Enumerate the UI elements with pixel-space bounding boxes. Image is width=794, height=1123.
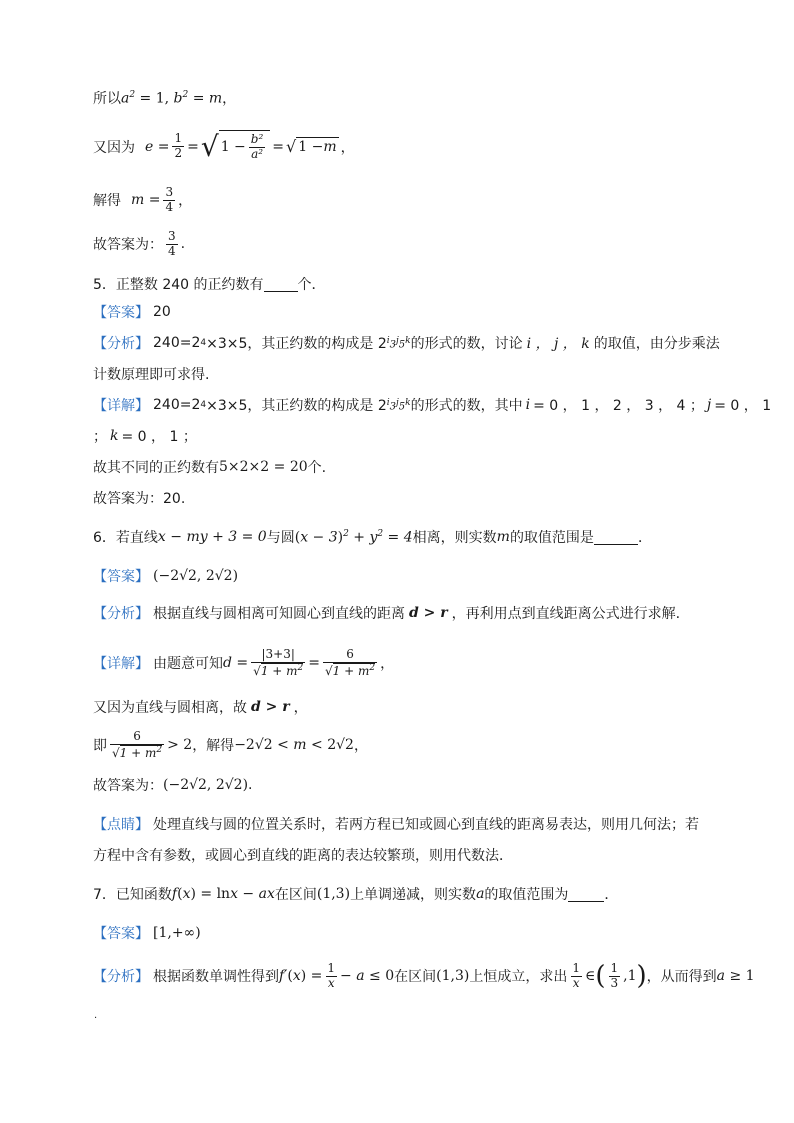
- question-6: [93, 527, 652, 547]
- detail-6-line-2: [93, 697, 308, 717]
- text: 由题意可知: [153, 656, 223, 673]
- text: 故答案为：: [93, 778, 163, 794]
- text: = 0 ， 1 ；: [121, 429, 197, 445]
- answer-tag: 【答案】: [93, 569, 149, 585]
- answer-blank: [594, 530, 638, 545]
- detail-6: [93, 648, 394, 679]
- text: 解得: [93, 193, 121, 210]
- formula: > 2: [167, 737, 193, 754]
- var: j: [706, 397, 712, 413]
- text: 20: [153, 304, 171, 320]
- text: 240=2: [153, 335, 201, 351]
- detail-5-line-3: [93, 457, 326, 477]
- formula: $(x - 3)^2 + y^2 = 4$: [294, 528, 413, 546]
- sqrt: √ 1 − $\frac{\text{b²}}{\text{a²}}$: [201, 130, 270, 163]
- text: ，从而得到: [646, 969, 717, 986]
- formula: (1,3): [316, 886, 351, 902]
- analysis-tag: 【分析】: [93, 336, 149, 352]
- question-5: [93, 274, 326, 294]
- text: 根据直线与圆相离可知圆心到直线的距离: [153, 606, 405, 622]
- text: = 0 ， 1: [714, 398, 772, 414]
- detail-6-line-3: [93, 730, 368, 761]
- text: ，解得: [192, 738, 235, 755]
- analysis-tag: 【分析】: [93, 969, 149, 986]
- formula: $a^2 = 1$, $b^2 = m$: [121, 89, 223, 107]
- formula: ∈: [584, 968, 596, 985]
- text: 在区间: [394, 969, 437, 986]
- text: ，: [353, 738, 368, 755]
- fraction: $\frac{1}{3}$: [610, 961, 619, 990]
- formula: [1,+∞): [153, 925, 201, 941]
- text: 处理直线与圆的位置关系时，若两方程已知或圆心到直线的距离易表达，则用几何法；若: [153, 817, 699, 833]
- var: k: [110, 428, 119, 444]
- sqrt: √ 1 − m: [286, 137, 337, 156]
- formula: ,1: [623, 968, 637, 985]
- text: 根据函数单调性得到: [153, 969, 279, 986]
- formula: − a ≤ 0: [340, 968, 395, 985]
- text: 与圆: [266, 530, 295, 546]
- trailing-dot: .: [94, 1010, 98, 1021]
- text: ，: [340, 139, 355, 156]
- line-2: [93, 130, 355, 163]
- text: 计数原理即可求得.: [93, 367, 210, 383]
- formula: (−2√2, 2√2): [153, 568, 239, 584]
- line-1: [93, 88, 236, 108]
- analysis-7: [93, 962, 755, 991]
- fraction: $\frac{6}{√1 + m^2}$: [324, 647, 376, 678]
- question-7: [93, 884, 618, 904]
- text: ．: [604, 887, 619, 903]
- text: ．: [637, 530, 652, 546]
- text: 240=2: [153, 397, 201, 413]
- var: i: [525, 397, 531, 413]
- formula: f(x) = lnx − ax: [171, 886, 275, 902]
- formula: x − my + 3 = 0: [157, 529, 267, 545]
- text: 5．正整数 240 的正约数有: [93, 277, 264, 293]
- formula: $^i$3$^j$5$^k$: [386, 397, 411, 413]
- analysis-5: 【分析】 240=2 4 ×3×5，其正约数的构成是 2 $^i$3$^j$5$^k$ 的形式的数，讨论 i ， j ， k 的取值，由分步乘法: [93, 335, 720, 352]
- text: 上恒成立，求出: [469, 969, 568, 986]
- formula: d > r: [251, 699, 290, 715]
- formula: (−2√2, 2√2): [163, 777, 249, 793]
- text: ，: [380, 656, 395, 673]
- var: m: [496, 529, 510, 545]
- text: 个.: [307, 460, 327, 476]
- text: 的形式的数，其中: [410, 398, 523, 414]
- text: 故答案为：20.: [93, 491, 186, 507]
- text: ，再利用点到直线距离公式进行求解.: [451, 606, 681, 622]
- text: .: [248, 777, 253, 793]
- paren: (: [595, 961, 606, 992]
- detail-6-line-4: [93, 775, 252, 795]
- text: 上单调递减，则实数: [350, 887, 477, 903]
- text: 方程中含有参数，或圆心到直线的距离的表达较繁琐，则用代数法．: [93, 848, 513, 864]
- note-6-line-2: [93, 845, 513, 865]
- detail-5-line-2: [93, 426, 197, 446]
- detail-5: 【详解】 240=2 4 ×3×5，其正约数的构成是 2 $^i$3$^j$5$^k$ 的形式的数，其中 i = 0 ， 1 ， 2 ， 3 ， 4 ； j = 0 ， 1: [93, 397, 772, 414]
- formula: d > r: [409, 605, 448, 621]
- formula: a ≥ 1: [716, 968, 755, 985]
- formula: f′(x) =: [279, 968, 323, 985]
- text: ，: [178, 193, 193, 210]
- text: 个．: [297, 277, 326, 293]
- text: 的形式的数，讨论: [410, 336, 523, 352]
- formula: i ， j ， k: [526, 336, 590, 352]
- text: 在区间: [274, 887, 317, 903]
- fraction: $\frac{1}{x}$: [572, 961, 580, 990]
- text: 的取值，由分步乘法: [593, 336, 720, 352]
- detail-5-line-4: [93, 488, 185, 508]
- text: 相离，则实数: [412, 530, 497, 546]
- formula: $^i$3$^j$5$^k$: [386, 335, 411, 351]
- line-3: [93, 186, 192, 215]
- text: 6．若直线: [93, 530, 158, 546]
- text: 的取值范围是: [509, 530, 594, 546]
- var: a: [476, 886, 485, 902]
- answer-tag: 【答案】: [93, 926, 149, 942]
- answer-7: [93, 923, 201, 943]
- formula: d =: [223, 655, 249, 672]
- answer-blank: [264, 277, 298, 292]
- text: 又因为直线与圆相离，故: [93, 700, 247, 716]
- formula: −2√2 < m < 2√2: [234, 737, 354, 754]
- text: 故其不同的正约数有: [93, 460, 219, 476]
- equals: =: [187, 138, 199, 155]
- text: 又因为: [93, 139, 135, 156]
- formula: (1,3): [436, 968, 470, 985]
- analysis-tag: 【分析】: [93, 606, 149, 622]
- note-6: [93, 814, 699, 834]
- formula: 5×2×2 = 20: [219, 459, 308, 475]
- detail-tag: 【详解】: [93, 398, 149, 414]
- fraction: $\frac{3}{4}$: [165, 185, 174, 214]
- text: 故答案为：: [93, 237, 163, 254]
- formula: m =: [131, 192, 161, 209]
- text: 7．已知函数: [93, 887, 172, 903]
- text: 的取值范围为: [484, 887, 569, 903]
- analysis-5-line-2: [93, 364, 209, 384]
- text: = 0 ， 1 ， 2 ， 3 ， 4 ；: [533, 398, 704, 414]
- fraction: $\frac{1}{2}$: [174, 131, 183, 160]
- answer-tag: 【答案】: [93, 305, 149, 321]
- line-4: [93, 230, 185, 259]
- answer-blank: [568, 887, 604, 902]
- text: ，: [222, 91, 237, 107]
- text: ，: [293, 700, 308, 716]
- equals: =: [308, 655, 320, 672]
- text: ×3×5，其正约数的构成是 2: [206, 398, 387, 414]
- note-tag: 【点睛】: [93, 817, 149, 833]
- text: ×3×5，其正约数的构成是 2: [206, 336, 387, 352]
- paren: ): [636, 961, 647, 992]
- formula: =: [272, 138, 285, 155]
- fraction: $\frac{3}{4}$: [168, 229, 176, 258]
- answer-6: [93, 566, 238, 586]
- analysis-6: [93, 603, 680, 623]
- text: 所以: [93, 91, 121, 107]
- text: 即: [93, 738, 107, 755]
- text: ；: [93, 429, 107, 445]
- fraction: $\frac{6}{√1 + m^2}$: [112, 729, 163, 760]
- detail-tag: 【详解】: [93, 656, 149, 673]
- formula: e =: [145, 138, 170, 155]
- text: .: [180, 236, 186, 253]
- fraction: $\frac{|3+3|}{√1 + m^2}$: [253, 647, 304, 678]
- answer-5: [93, 302, 171, 322]
- fraction: $\frac{1}{x}$: [327, 961, 336, 990]
